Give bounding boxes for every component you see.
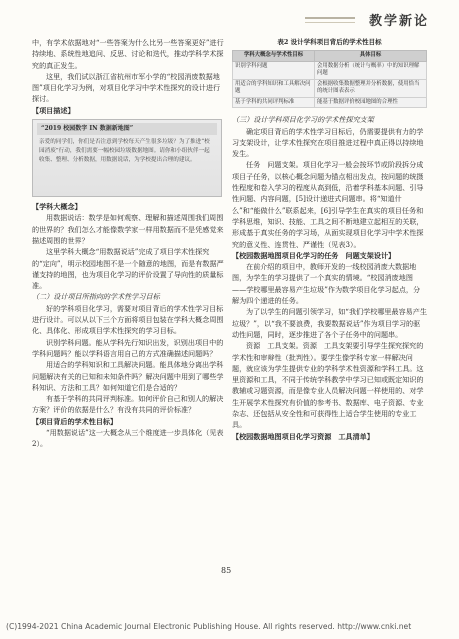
copyright-line: (C)1994-2021 China Academic Journal Electronic Publishing House. All rights reserved. http://www.cnki.net (6, 622, 412, 631)
table-cell: 能基于数据评价校园地图的合理性 (315, 97, 427, 108)
right-column (232, 37, 427, 442)
poster-text: 亲爱的同学们，你们是否注意到学校每天产生很多垃圾？为了推进“校园消废”行动，我们需要一幅校园垃圾数据地图。请你和小组伙伴一起收集、整理、分析数据，用数据说话，为学校提出合理的建议。 (39, 139, 210, 164)
paragraph: 用数据说话：数学是如何观察、理解和描述周围我们周围的世界的？我们怎么才能像数学家一样用数据而不是凭感觉来描述周围的世界？ (32, 213, 224, 245)
table-header-cell: 具体目标 (315, 51, 427, 62)
paragraph: 这里，我们试以浙江省杭州市军小学的“校园消废数据地图”项目化学习为例，对项目化学习中学术性探究的设计进行探讨。 (32, 71, 221, 104)
table-row (233, 97, 427, 108)
paragraph: “用数据说话”这一大概念从三个维度进一步具体化（见表2）。 (32, 428, 224, 449)
table-cell: 基于学科的共同评判标准 (233, 97, 315, 108)
table-row (233, 61, 427, 79)
paragraph: 资源 工具支架。资源 工具支架要引导学生探究探究的学术性和审辩性（批判性）。要学生像学科专家一样解决问题，就应该为学生提供专业的学科学术性资源和学科工具。这里资源和工具，不同于传统学科教学中学习已知或既定知识的教辅或习题资源，而是像专业人员解决问题一样使用的、对学生开展学术性探究有价值的参考书、数据库、电子资源、专业杂志、还包括从安全性和可获得性上适合学生使用的专业工具。 (232, 341, 424, 430)
header-rule (305, 17, 355, 19)
paragraph: 用适合的学科知识和工具解决问题。能具体地分离出学科问题解决有关的已知和未知条件吗？解决问题中用到了哪些学科知识、方法和工具？如何知道它们是合适的？ (32, 360, 224, 392)
poster-banner: “2019 校园数字 IN 数据新地图” (37, 123, 217, 135)
section-title: 教学新论 (368, 14, 429, 29)
paragraph: 在前介绍的项目中，教师开发的一线校园消废大数据地图，为学生的学习提供了一个真实的情境。“校园消废地图——学校哪里最容易产生垃圾”作为数学项目化学习起点，分解为四个递进的任务。 (232, 262, 421, 306)
paragraph: 任务 问题支架。项目化学习一般会按环节或阶段拆分成项目子任务，以核心概念问题为锚点相出发点，按问题的统摄性程度和卷入学习的程度从高到低，沿着学科基本问题、引导性问题、内容问题，[5]设计递进式问题串。将“知道什么”和“能做什么”联系起来，[6]引导学生在真实的项目任务和学科思维，知识、技能、工具之间不断地建立起相互的关联，形成基于真实任务的学习场，从面实现项目化学习中学术性探究的意义性、连贯性、严谨性（见表3）。 (232, 160, 424, 249)
subsection-heading: （二）设计项目所指向的学术性学习目标 (32, 292, 160, 302)
paragraph: 为了以学生的问题引领学习，如“我们学校哪里最容易产生垃圾？”，以“我不要浪费，我要数据说话”作为项目学习的驱动性问题，同时，逐步推进了各个子任务中的问题串。 (232, 307, 427, 339)
table-caption: 表2 设计学科项目背后的学术性目标 (277, 38, 382, 46)
table-row (233, 79, 427, 97)
table-cell: 会用数据分析（统计与概率）中的知识理解问题 (315, 61, 427, 79)
project-description-heading: 【项目描述】 (32, 105, 75, 115)
table-header-row (233, 51, 427, 62)
table-cell: 用适合的学科知识和工具解决问题 (233, 79, 315, 97)
paragraph: 好的学科项目化学习，需要对项目背后的学术性学习目标进行设计。可以从以下三个方面将项目包装在学科大概念周围化、具体化、形成项目学术性探究的学习目标。 (32, 303, 224, 336)
left-column (32, 37, 227, 450)
paragraph: 有基于学科的共同评判标准。如何评价自己和别人的解决方案？评价的依据是什么？有没有共同的评价标准？ (32, 394, 224, 415)
paragraph: 这里学科大概念“用数据说话”完成了项目学术性探究的“定向”，明示校园地图不是一个随意的地图，而是有数据严谨支持的地图，也为项目化学习的评价设置了导向性的质量标准。 (32, 247, 224, 291)
task-support-heading: 【校园数据地图项目化学习的任务 问题支架设计】 (232, 250, 396, 260)
page-number: 85 (221, 566, 232, 575)
goal-heading: 【项目背后的学术性目标】 (32, 416, 118, 426)
table-cell: 会根据收集数据整理并分析数据，使用恰当的统计图表表示 (315, 79, 427, 97)
resource-list-heading: 【校园数据地图项目化学习资源 工具清单】 (232, 431, 374, 441)
goals-table (232, 50, 427, 108)
header-rule-thin (305, 22, 355, 23)
paragraph: 确定项目背后的学术性学习目标后，仍需要提供有力的学习支架设计，让学术性探究在项目推进过程中真正得以持续地发生。 (232, 126, 424, 159)
subsection-heading: （三）设计学科项目化学习的学术性探究支架 (232, 115, 374, 125)
project-poster-figure (32, 119, 222, 197)
table-cell: 识别学科问题 (233, 61, 315, 79)
paragraph: 中，有学术依据地对“一些答案为什么比另一些答案更好”进行持续地、系统性地追问、反思、讨论和迭代，推动学科学术探究的真正发生。 (32, 38, 224, 70)
table-header-cell: 学科大概念与学术性目标 (233, 51, 315, 62)
paragraph: 识别学科问题。能从学科先行知识出发，识别出项目中的学科问题吗？能以学科语言用自己的方式准确描述问题吗？ (32, 337, 224, 358)
concept-heading: 【学科大概念】 (32, 202, 82, 212)
